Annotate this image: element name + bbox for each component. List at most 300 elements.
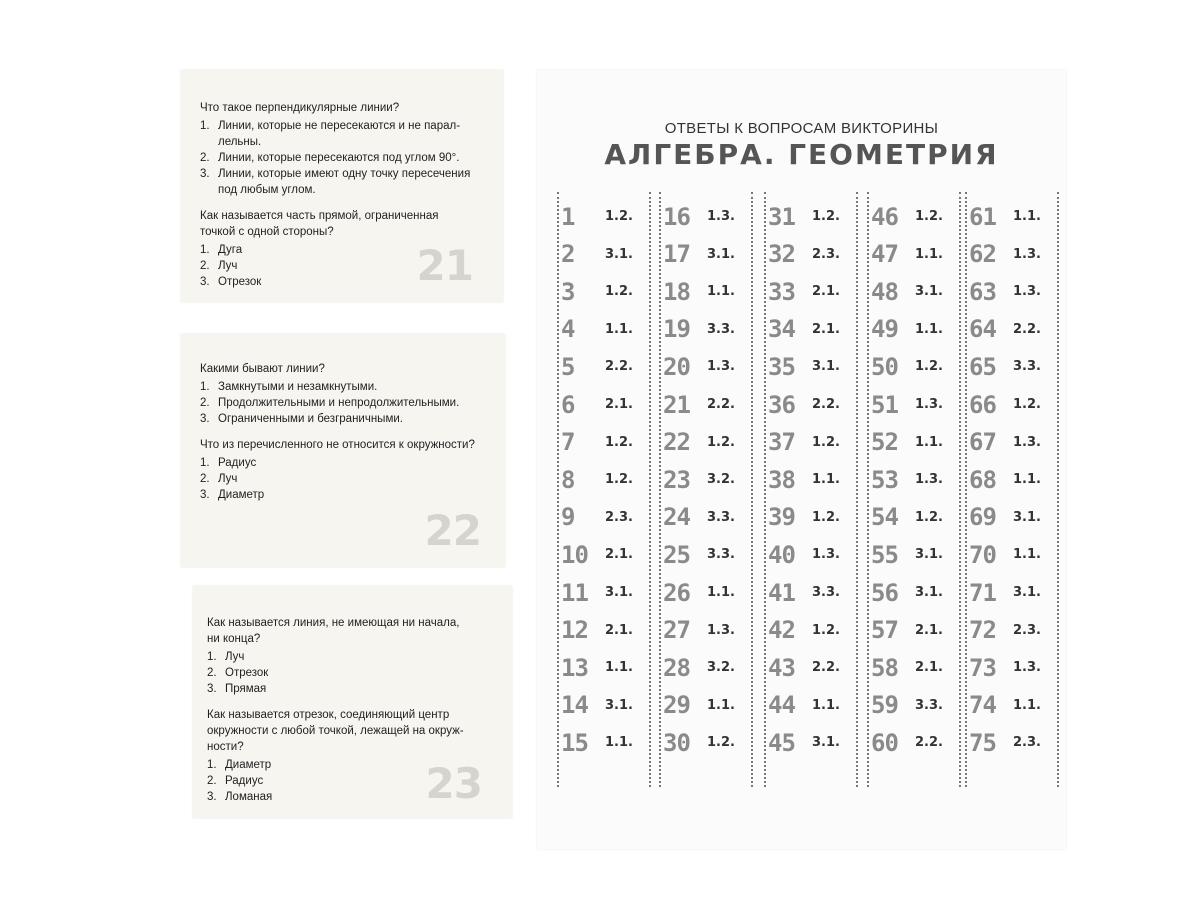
answer-row: [659, 574, 753, 611]
quiz-card-22: [181, 334, 505, 567]
answer-list: [200, 118, 488, 198]
option-number: 3.: [200, 276, 210, 288]
answer-code: 3.2.: [707, 660, 735, 676]
option-text-continued: лельны.: [218, 136, 262, 148]
answer-code: 2.1.: [915, 622, 943, 638]
answer-sheet: [537, 70, 1066, 849]
option-text: Диаметр: [218, 489, 265, 501]
question-number: 62: [969, 240, 996, 269]
answer-row: [867, 424, 961, 461]
answer-code: 1.2.: [605, 434, 633, 450]
answer-code: 1.1.: [707, 585, 735, 600]
answer-code: 1.2.: [915, 509, 943, 525]
option-text: Ограниченными и безграничными.: [218, 413, 403, 425]
option-number: 2.: [207, 775, 217, 787]
answer-code: 1.2.: [812, 434, 840, 450]
answer-code: 3.1.: [605, 246, 633, 262]
question-text: точкой с одной стороны?: [200, 226, 334, 238]
question-text: Как называется линия, не имеющая ни начала,: [207, 617, 460, 629]
answer-code: 1.2.: [812, 209, 840, 224]
answer-row: [867, 311, 961, 348]
answer-row: [867, 536, 961, 573]
question-number: 33: [768, 277, 795, 306]
answer-row: [659, 386, 753, 423]
question-number: 51: [871, 390, 898, 419]
answer-option: [200, 411, 488, 427]
answer-code: 1.1.: [605, 735, 633, 751]
answer-row: [764, 236, 858, 273]
question-number: 4: [561, 315, 575, 344]
question-number: 63: [969, 277, 996, 306]
answer-code: 1.1.: [605, 660, 633, 676]
answer-row: [659, 461, 753, 498]
answer-row: [557, 273, 651, 310]
answer-code: 1.1.: [915, 321, 943, 337]
answer-row: [965, 198, 1059, 235]
answer-code: 3.1.: [812, 359, 840, 375]
quiz-card-21: [181, 70, 503, 302]
question-number: 50: [871, 352, 898, 381]
question-number: 17: [663, 240, 690, 269]
question-number: 13: [561, 653, 588, 682]
answer-row: [659, 612, 753, 649]
option-text: Диаметр: [225, 759, 272, 771]
answer-row: [965, 649, 1059, 686]
question-number: 58: [871, 653, 898, 682]
answer-row: [659, 348, 753, 385]
question-number: 42: [768, 616, 795, 645]
answer-code: 1.2.: [707, 735, 735, 751]
question-number: 67: [969, 428, 996, 457]
answer-code: 3.1.: [1013, 509, 1041, 525]
question-number: 25: [663, 540, 690, 569]
question-number: 46: [871, 202, 898, 231]
question-number: 28: [663, 653, 690, 682]
question-number: 39: [768, 503, 795, 532]
answer-code: 3.3.: [915, 697, 943, 713]
answer-row: [867, 461, 961, 498]
question-text: Что такое перпендикулярные линии?: [200, 102, 400, 114]
answer-option: [207, 649, 499, 665]
question-number: 16: [663, 202, 690, 231]
question-number: 30: [663, 728, 690, 757]
answer-code: 2.1.: [812, 321, 840, 337]
question-number: 55: [871, 540, 898, 569]
answer-row: [965, 386, 1059, 423]
question-number: 64: [969, 315, 996, 344]
answer-row: [764, 687, 858, 724]
answer-code: 2.1.: [915, 660, 943, 676]
answer-code: 3.2.: [707, 472, 735, 488]
question-number: 70: [969, 540, 996, 569]
question-number: 24: [663, 503, 690, 532]
option-text: Отрезок: [225, 667, 269, 679]
answer-row: [659, 536, 753, 573]
question-number: 75: [969, 728, 996, 757]
answer-row: [659, 273, 753, 310]
answer-row: [557, 687, 651, 724]
answer-row: [764, 461, 858, 498]
question-number: 56: [871, 578, 898, 607]
answer-row: [659, 424, 753, 461]
question-number: 37: [768, 428, 795, 457]
answer-row: [965, 424, 1059, 461]
block-gap: [200, 198, 488, 208]
answer-row: [867, 236, 961, 273]
block-gap: [200, 427, 488, 437]
option-number: 2.: [200, 152, 210, 164]
answer-row: [659, 311, 753, 348]
answer-option: [200, 118, 488, 134]
question-number: 10: [561, 540, 588, 569]
question-number: 23: [663, 465, 690, 494]
answer-code: 2.2.: [915, 735, 943, 751]
question-number: 22: [663, 428, 690, 457]
answer-row: [867, 612, 961, 649]
answer-row: [965, 273, 1059, 310]
question-number: 52: [871, 428, 898, 457]
question-number: 36: [768, 390, 795, 419]
answer-option: [207, 681, 499, 697]
answer-row: [764, 612, 858, 649]
answer-option: [200, 471, 488, 487]
answer-code: 1.2.: [812, 622, 840, 638]
answer-row: [867, 386, 961, 423]
answer-code: 1.2.: [605, 472, 633, 488]
answer-code: 1.1.: [1013, 547, 1041, 563]
question-number: 54: [871, 503, 898, 532]
question-number: 44: [768, 691, 795, 720]
answer-code: 3.1.: [1013, 585, 1041, 600]
answer-row: [557, 536, 651, 573]
answer-row: [965, 724, 1059, 761]
answer-list: [200, 379, 488, 427]
answer-code: 3.3.: [707, 509, 735, 525]
answer-code: 3.1.: [707, 246, 735, 262]
option-text: Линии, которые не пересекаются и не парал-: [218, 120, 461, 132]
answer-option: [200, 379, 488, 395]
quiz-card-23: [193, 586, 512, 818]
question-number: 15: [561, 728, 588, 757]
answer-row: [867, 574, 961, 611]
question-number: 35: [768, 352, 795, 381]
option-number: 3.: [207, 683, 217, 695]
answer-row: [659, 198, 753, 235]
question-number: 7: [561, 428, 575, 457]
question-number: 49: [871, 315, 898, 344]
answer-code: 3.3.: [707, 547, 735, 563]
question-number: 20: [663, 352, 690, 381]
answer-row: [867, 649, 961, 686]
question-text: Как называется отрезок, соединяющий центр: [207, 709, 450, 721]
answer-code: 1.3.: [915, 397, 943, 412]
option-text: Радиус: [218, 457, 257, 469]
option-text-continued: под любым углом.: [218, 184, 316, 196]
answer-row: [965, 536, 1059, 573]
answer-row: [764, 499, 858, 536]
option-number: 1.: [200, 457, 210, 469]
answer-code: 1.1.: [812, 472, 840, 488]
option-indent: [200, 182, 218, 198]
answer-code: 1.1.: [915, 246, 943, 262]
option-text: Ломаная: [225, 791, 273, 803]
option-text: Прямая: [225, 683, 267, 695]
question-number: 59: [871, 691, 898, 720]
answer-code: 1.2.: [915, 209, 943, 224]
question-number: 5: [561, 352, 575, 381]
answer-code: 3.3.: [707, 321, 735, 337]
option-text: Замкнутыми и незамкнутыми.: [218, 381, 378, 393]
question-number: 29: [663, 691, 690, 720]
answer-row: [965, 311, 1059, 348]
answer-code: 1.3.: [812, 547, 840, 563]
answer-row: [764, 198, 858, 235]
answer-row: [557, 348, 651, 385]
answer-row: [557, 424, 651, 461]
answer-code: 2.1.: [812, 284, 840, 300]
answer-row: [557, 236, 651, 273]
question-number: 53: [871, 465, 898, 494]
answer-row: [764, 724, 858, 761]
answer-code: 1.3.: [707, 209, 735, 224]
answer-column: [659, 192, 753, 792]
option-text: Продолжительными и непродолжительными.: [218, 397, 460, 409]
question-number: 68: [969, 465, 996, 494]
answer-code: 1.2.: [1013, 397, 1041, 412]
option-number: 1.: [207, 759, 217, 771]
answer-code: 2.3.: [605, 509, 633, 525]
answer-row: [557, 612, 651, 649]
option-indent: [200, 134, 218, 150]
option-text: Луч: [218, 473, 238, 485]
question-text: Что из перечисленного не относится к окружности?: [200, 439, 475, 451]
answer-code: 1.1.: [915, 434, 943, 450]
answer-option: [200, 150, 488, 166]
answer-code: 2.2.: [605, 359, 633, 375]
answer-sheet-title: АЛГЕБРА. ГЕОМЕТРИЯ: [604, 138, 999, 171]
option-number: 2.: [200, 473, 210, 485]
answer-row: [965, 687, 1059, 724]
answer-column: [965, 192, 1059, 792]
question-number: 3: [561, 277, 575, 306]
option-number: 1.: [200, 244, 210, 256]
answer-row: [764, 649, 858, 686]
answer-row: [965, 461, 1059, 498]
answer-code: 1.3.: [1013, 660, 1041, 676]
answer-row: [965, 499, 1059, 536]
option-number: 3.: [200, 413, 210, 425]
answer-code: 2.3.: [1013, 735, 1041, 751]
question-number: 61: [969, 202, 996, 231]
question-number: 19: [663, 315, 690, 344]
question-number: 14: [561, 691, 588, 720]
answer-code: 1.1.: [707, 697, 735, 713]
answer-code: 3.1.: [812, 735, 840, 751]
question-number: 66: [969, 390, 996, 419]
option-text: Луч: [225, 651, 245, 663]
option-number: 3.: [207, 791, 217, 803]
answer-option-continued: [200, 182, 488, 198]
answer-row: [764, 386, 858, 423]
answer-code: 1.1.: [812, 697, 840, 713]
card-number: 23: [425, 759, 482, 808]
answer-row: [965, 236, 1059, 273]
answer-row: [557, 724, 651, 761]
answer-row: [557, 649, 651, 686]
option-number: 1.: [207, 651, 217, 663]
answer-row: [764, 273, 858, 310]
answer-code: 1.3.: [707, 359, 735, 375]
question-number: 1: [561, 202, 575, 231]
question-number: 69: [969, 503, 996, 532]
question-number: 38: [768, 465, 795, 494]
answer-code: 3.1.: [915, 585, 943, 600]
answer-row: [557, 386, 651, 423]
answer-code: 3.3.: [1013, 359, 1041, 375]
answer-code: 1.2.: [707, 434, 735, 450]
question-number: 2: [561, 240, 575, 269]
question-text: Как называется часть прямой, ограниченная: [200, 210, 439, 222]
answer-row: [867, 499, 961, 536]
answer-code: 1.2.: [605, 209, 633, 224]
answer-row: [557, 574, 651, 611]
option-number: 1.: [200, 381, 210, 393]
answer-row: [764, 574, 858, 611]
question-number: 9: [561, 503, 575, 532]
question-number: 31: [768, 202, 795, 231]
answer-code: 1.3.: [1013, 284, 1041, 300]
answer-code: 1.2.: [915, 359, 943, 375]
option-text: Радиус: [225, 775, 264, 787]
question-number: 18: [663, 277, 690, 306]
block-gap: [207, 697, 499, 707]
question-number: 57: [871, 616, 898, 645]
answer-code: 1.1.: [605, 321, 633, 337]
answer-row: [965, 348, 1059, 385]
answer-code: 2.1.: [605, 397, 633, 412]
answer-code: 3.1.: [605, 697, 633, 713]
option-text: Дуга: [218, 244, 243, 256]
question-number: 34: [768, 315, 795, 344]
answer-option: [200, 455, 488, 471]
question-number: 60: [871, 728, 898, 757]
question-number: 65: [969, 352, 996, 381]
question-number: 8: [561, 465, 575, 494]
answer-row: [557, 198, 651, 235]
answer-row: [659, 687, 753, 724]
answer-row: [867, 348, 961, 385]
answer-row: [965, 612, 1059, 649]
question-number: 47: [871, 240, 898, 269]
answer-code: 2.3.: [812, 246, 840, 262]
answer-row: [557, 461, 651, 498]
question-text: окружности с любой точкой, лежащей на окруж-: [207, 725, 464, 737]
answer-option: [200, 166, 488, 182]
answer-column: [764, 192, 858, 792]
question-number: 73: [969, 653, 996, 682]
card-number: 21: [416, 241, 473, 290]
option-number: 3.: [200, 168, 210, 180]
question-text: Какими бывают линии?: [200, 363, 325, 375]
question-number: 43: [768, 653, 795, 682]
answer-code: 1.1.: [1013, 472, 1041, 488]
question-number: 74: [969, 691, 996, 720]
question-number: 41: [768, 578, 795, 607]
answer-row: [764, 348, 858, 385]
answer-sheet-subtitle: ОТВЕТЫ К ВОПРОСАМ ВИКТОРИНЫ: [664, 120, 939, 137]
option-number: 2.: [200, 397, 210, 409]
answer-code: 2.2.: [1013, 321, 1041, 337]
answer-row: [867, 724, 961, 761]
answer-code: 1.2.: [605, 284, 633, 300]
answer-code: 2.2.: [812, 397, 840, 412]
question-number: 48: [871, 277, 898, 306]
answer-code: 1.3.: [1013, 246, 1041, 262]
question-text: ни конца?: [207, 633, 261, 645]
card-number: 22: [424, 506, 481, 555]
answer-code: 2.2.: [812, 660, 840, 676]
answer-option: [207, 665, 499, 681]
answer-row: [764, 311, 858, 348]
answer-option: [200, 395, 488, 411]
answer-row: [659, 236, 753, 273]
option-number: 3.: [200, 489, 210, 501]
question-number: 72: [969, 616, 996, 645]
option-text: Линии, которые имеют одну точку пересечения: [218, 168, 471, 180]
question-number: 32: [768, 240, 795, 269]
answer-row: [867, 198, 961, 235]
answer-code: 1.1.: [707, 284, 735, 300]
answer-option: [200, 487, 488, 503]
option-text: Луч: [218, 260, 238, 272]
option-number: 2.: [207, 667, 217, 679]
answer-row: [557, 499, 651, 536]
answer-code: 1.2.: [812, 509, 840, 525]
question-text: ности?: [207, 741, 244, 753]
answer-code: 2.1.: [605, 547, 633, 563]
answer-code: 1.1.: [1013, 209, 1041, 224]
answer-column: [867, 192, 961, 792]
answer-code: 2.1.: [605, 622, 633, 638]
question-number: 26: [663, 578, 690, 607]
answer-row: [557, 311, 651, 348]
answer-code: 1.3.: [1013, 434, 1041, 450]
question-number: 12: [561, 616, 588, 645]
answer-code: 1.3.: [915, 472, 943, 488]
question-number: 40: [768, 540, 795, 569]
answer-code: 3.1.: [605, 585, 633, 600]
answer-code: 1.3.: [707, 622, 735, 638]
question-number: 45: [768, 728, 795, 757]
answer-row: [867, 273, 961, 310]
answer-row: [659, 499, 753, 536]
question-number: 27: [663, 616, 690, 645]
question-number: 11: [561, 578, 588, 607]
answer-row: [867, 687, 961, 724]
card-text: [200, 361, 488, 503]
option-number: 2.: [200, 260, 210, 272]
answer-code: 3.1.: [915, 547, 943, 563]
answer-row: [659, 649, 753, 686]
answer-row: [659, 724, 753, 761]
question-number: 21: [663, 390, 690, 419]
option-number: 1.: [200, 120, 210, 132]
question-number: 6: [561, 390, 575, 419]
answer-code: 1.1.: [1013, 697, 1041, 713]
answer-code: 3.1.: [915, 284, 943, 300]
answer-row: [764, 536, 858, 573]
answer-code: 3.3.: [812, 585, 840, 600]
